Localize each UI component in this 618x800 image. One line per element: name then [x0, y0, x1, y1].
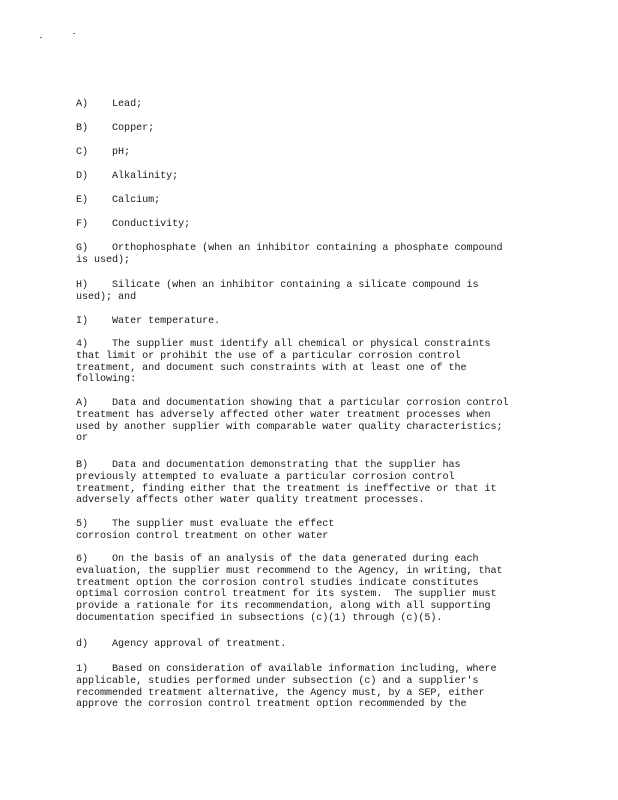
- list-item-d-alkalinity: D) Alkalinity;: [76, 171, 179, 182]
- subsection-d-heading: d) Agency approval of treatment.: [76, 639, 287, 650]
- list-item-c-ph: C) pH;: [76, 147, 131, 158]
- list-item-e-calcium: E) Calcium;: [76, 195, 161, 206]
- list-item-i-water-temperature: I) Water temperature.: [76, 316, 221, 327]
- paragraph-5-evaluate-effect: 5) The supplier must evaluate the effect corrosion control treatment on other water: [76, 519, 335, 542]
- paragraph-d1-agency-approval: 1) Based on consideration of available information including, where applicable, studies performed under subsection (c) and a supplier's recommended treatment alternative, the Agency must, by a SEP, either approve the corrosion control treatment option recommended by the: [76, 664, 497, 711]
- paragraph-4-constraints: 4) The supplier must identify all chemical or physical constraints that limit or prohibit the use of a particular corrosion control treatment, and document such constraints with at least one of the following:: [76, 339, 491, 386]
- scan-speck: [40, 37, 42, 38]
- list-item-f-conductivity: F) Conductivity;: [76, 219, 191, 230]
- paragraph-6-recommendation: 6) On the basis of an analysis of the data generated during each evaluation, the supplier must recommend to the Agency, in writing, that treatment option the corrosion control studies indicate constitutes optimal corrosion control treatment for its system. The supplier must provide a rationale for its recommendation, along with all supporting documentation specified in subsections (c)(1) through (c)(5).: [76, 554, 503, 624]
- list-item-a-lead: A) Lead;: [76, 99, 143, 110]
- list-item-b-copper: B) Copper;: [76, 123, 155, 134]
- list-item-h-silicate: H) Silicate (when an inhibitor containing a silicate compound is used); and: [76, 280, 479, 303]
- paragraph-4a-data-documentation: A) Data and documentation showing that a particular corrosion control treatment has adversely affected other water treatment processes when used by another supplier with comparable water quality characteristics; or: [76, 398, 509, 445]
- scan-speck: [73, 33, 75, 34]
- list-item-g-orthophosphate: G) Orthophosphate (when an inhibitor containing a phosphate compound is used);: [76, 243, 503, 266]
- paragraph-4b-data-documentation: B) Data and documentation demonstrating that the supplier has previously attempted to evaluate a particular corrosion control treatment, finding either that the treatment is ineffective or that it adversely affects other water quality treatment processes.: [76, 460, 497, 507]
